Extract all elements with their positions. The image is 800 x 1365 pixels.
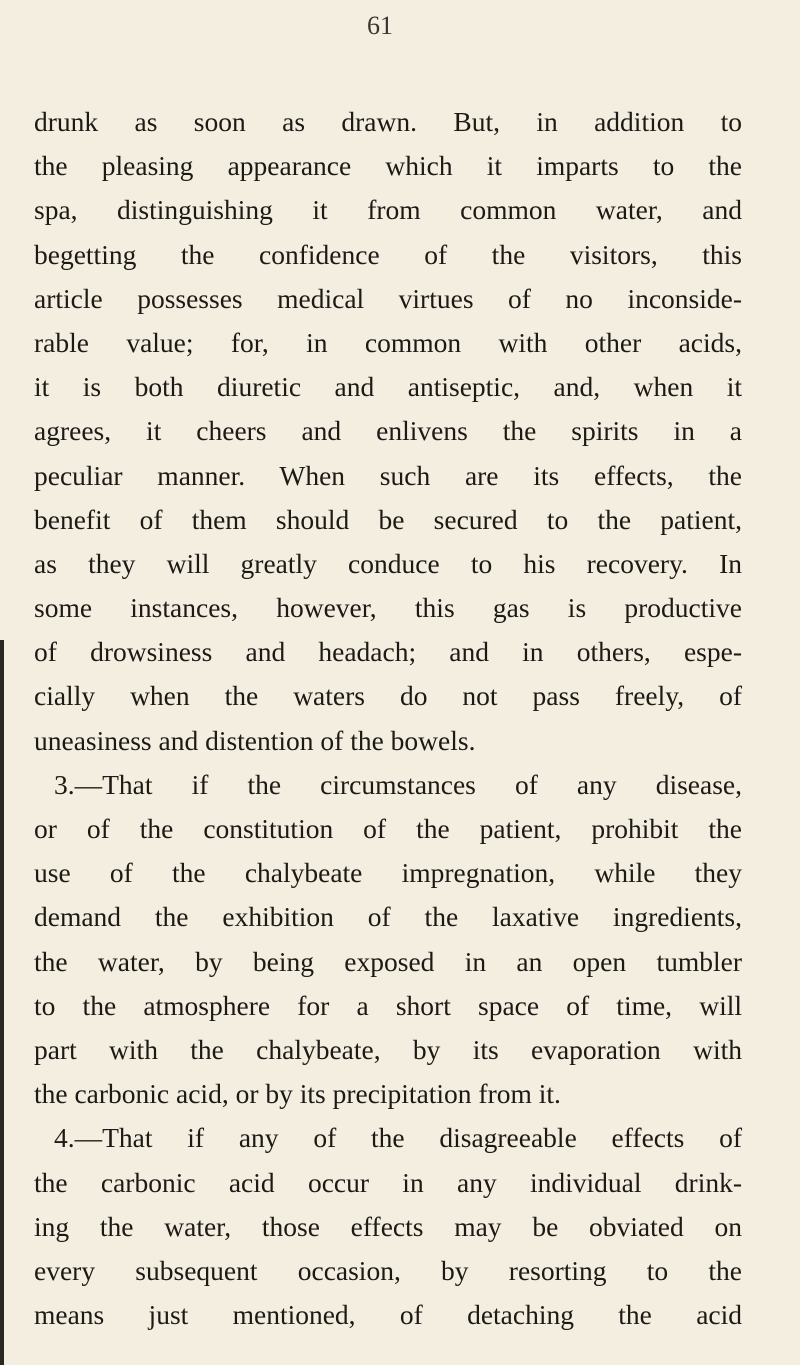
text-line: as they will greatly conduce to his recovery. In xyxy=(34,547,742,579)
text-line: the carbonic acid occur in any individual drink- xyxy=(34,1166,742,1198)
body-text xyxy=(34,100,742,1337)
text-line: some instances, however, this gas is productive xyxy=(34,592,742,624)
text-line: ing the water, those effects may be obviated on xyxy=(34,1210,742,1242)
page-number: 61 xyxy=(367,11,393,40)
paragraph-start: 4.—That if any of the disagreeable effects of xyxy=(54,1122,742,1154)
text-line: the water, by being exposed in an open tumbler xyxy=(34,945,742,977)
text-line: agrees, it cheers and enlivens the spirits in a xyxy=(34,415,742,447)
page-edge-shadow xyxy=(0,640,4,1365)
text-line: peculiar manner. When such are its effects, the xyxy=(34,459,742,491)
text-line: use of the chalybeate impregnation, while they xyxy=(34,857,742,889)
text-line: of drowsiness and headach; and in others, espe- xyxy=(34,636,742,668)
text-line: cially when the waters do not pass freely, of xyxy=(34,680,742,712)
text-line: every subsequent occasion, by resorting to the xyxy=(34,1254,742,1286)
text-line: demand the exhibition of the laxative ingredients, xyxy=(34,901,742,933)
text-line: part with the chalybeate, by its evaporation with xyxy=(34,1033,742,1065)
text-line: it is both diuretic and antiseptic, and, when it xyxy=(34,371,742,403)
text-line: to the atmosphere for a short space of time, will xyxy=(34,989,742,1021)
text-line: drunk as soon as drawn. But, in addition to xyxy=(34,106,742,137)
text-line: uneasiness and distention of the bowels. xyxy=(34,724,476,756)
text-line: begetting the confidence of the visitors, this xyxy=(34,238,742,270)
text-line: or of the constitution of the patient, prohibit the xyxy=(34,813,742,844)
text-line: spa, distinguishing it from common water, and xyxy=(34,194,742,226)
text-line: means just mentioned, of detaching the acid xyxy=(34,1299,742,1331)
text-line: rable value; for, in common with other acids, xyxy=(34,326,742,358)
text-line: the carbonic acid, or by its precipitation from it. xyxy=(34,1078,561,1110)
paragraph-start: 3.—That if the circumstances of any disease, xyxy=(54,768,742,800)
text-line: article possesses medical virtues of no inconside- xyxy=(34,282,742,314)
text-line: benefit of them should be secured to the patient, xyxy=(34,503,742,535)
text-line: the pleasing appearance which it imparts to the xyxy=(34,150,742,182)
